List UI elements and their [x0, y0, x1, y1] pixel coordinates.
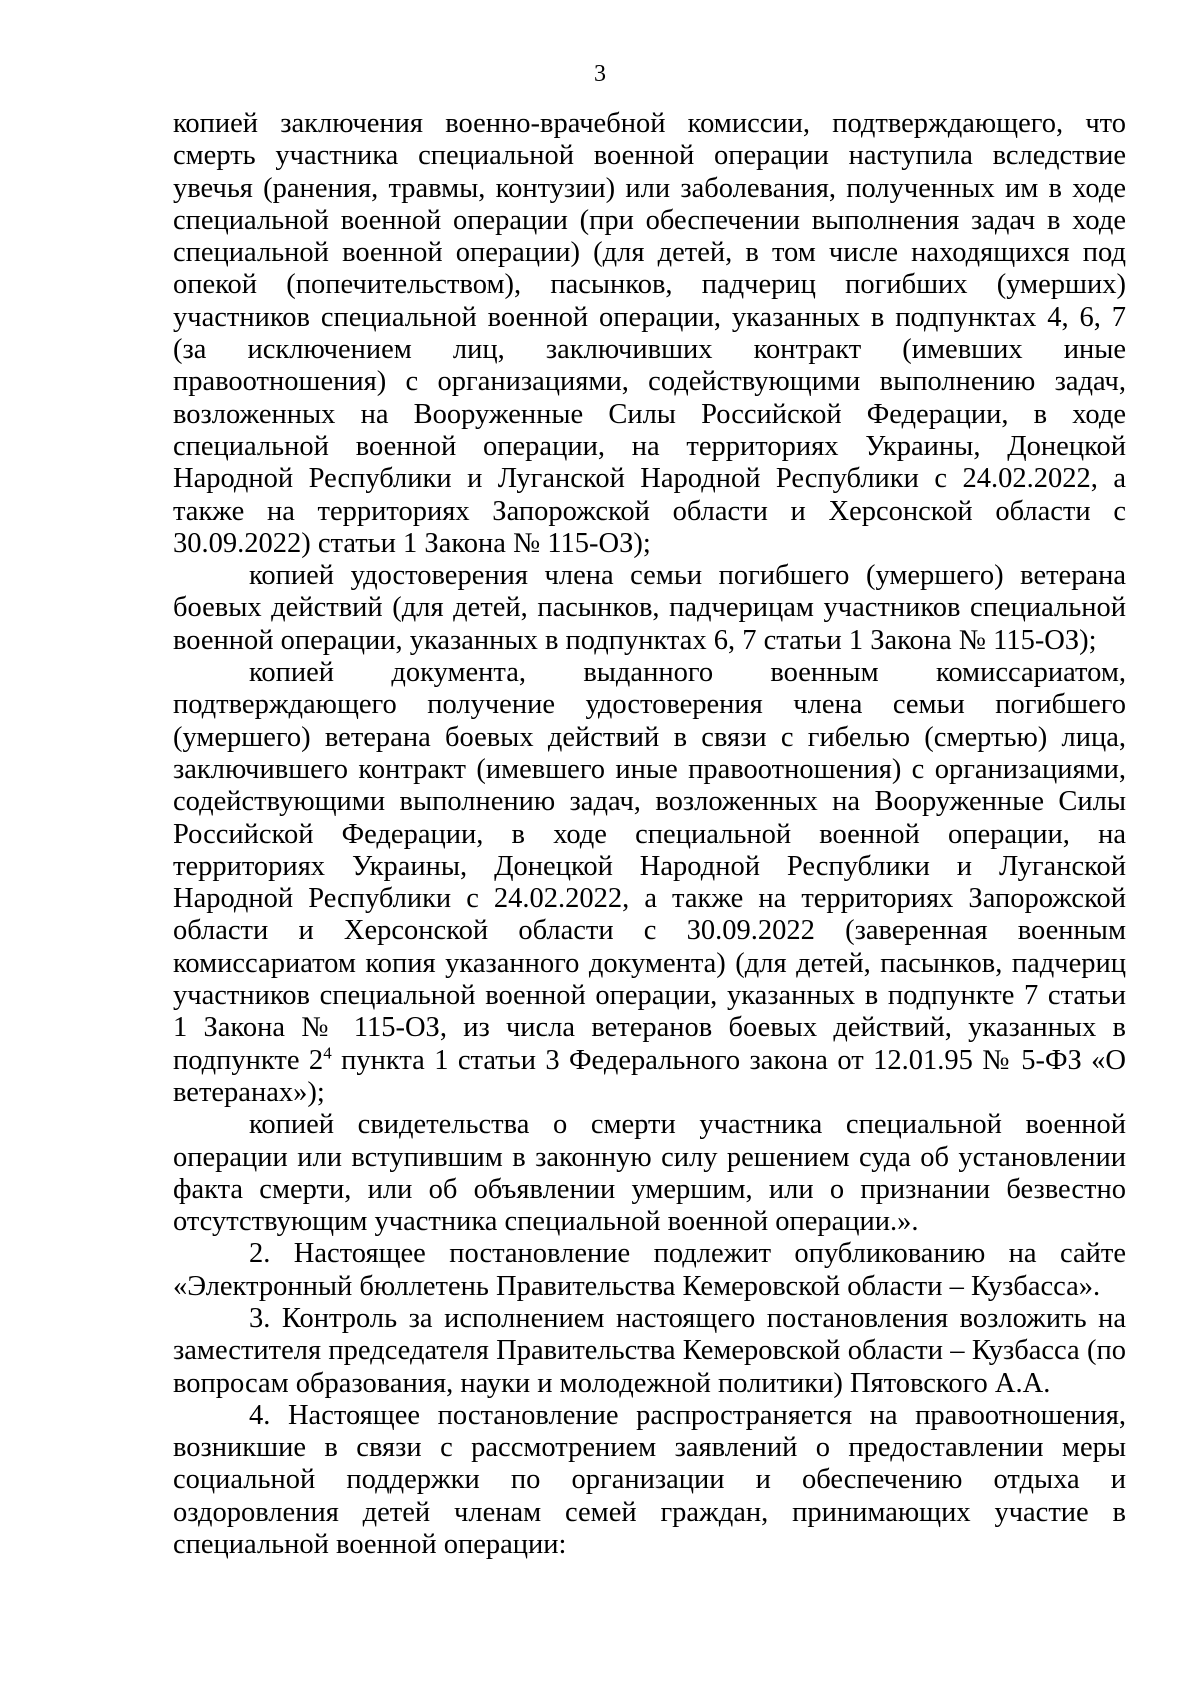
paragraph-text-part-1: копией документа, выданного военным комиссариатом, подтверждающего получение удостоверения члена семьи погибшего (умершего) ветерана боевых действий в связи с гибелью (смертью) лица, заключившего контракт (имевшего иные правоотношения) с организациями, содействующими выполнению задач, возложенных на Вооруженные Силы Российской Федерации, в ходе специальной военной операции, на территориях Украины, Донецкой Народной Республики и Луганской Народной Республики с 24.02.2022, а также на территориях Запорожской области и Херсонской области с 30.09.2022 (заверенная военным комиссариатом копия указанного документа) (для детей, пасынков, падчериц участников специальной военной операции, указанных в подпункте 7 статьи 1 Закона № 115-ОЗ, из числа ветеранов боевых действий, указанных в подпункте 2 — [173, 657, 1126, 1076]
paragraph-military-commissariat-document — [173, 657, 1126, 1109]
paragraph-item-4-applicability: 4. Настоящее постановление распространяется на правоотношения, возникшие в связи с рассмотрением заявлений о предоставлении меры социальной поддержки по организации и обеспечению отдыха и оздоровления детей членам семей граждан, принимающих участие в специальной военной операции: — [173, 1399, 1126, 1561]
page-number: 3 — [594, 61, 606, 87]
paragraph-item-2-publication: 2. Настоящее постановление подлежит опубликованию на сайте «Электронный бюллетень Правительства Кемеровской области – Кузбасса». — [173, 1238, 1126, 1302]
paragraph-text-part-2: пункта 1 статьи 3 Федерального закона от 12.01.95 № 5-ФЗ «О ветеранах»); — [173, 1044, 1126, 1108]
paragraph-death-certificate: копией свидетельства о смерти участника специальной военной операции или вступившим в законную силу решением суда об установлении факта смерти, или об объявлении умершим, или о признании безвестно отсутствующим участника специальной военной операции.». — [173, 1109, 1126, 1238]
paragraph-family-member-certificate: копией удостоверения члена семьи погибшего (умершего) ветерана боевых действий (для детей, пасынков, падчерицам участников специальной военной операции, указанных в подпунктах 6, 7 статьи 1 Закона № 115-ОЗ); — [173, 560, 1126, 656]
document-body — [173, 108, 1126, 1561]
superscript-index: 4 — [323, 1043, 332, 1063]
paragraph-item-3-control: 3. Контроль за исполнением настоящего постановления возложить на заместителя председателя Правительства Кемеровской области – Кузбасса (по вопросам образования, науки и молодежной политики) Пятовского А.А. — [173, 1302, 1126, 1399]
paragraph-military-medical-commission: копией заключения военно-врачебной комиссии, подтверждающего, что смерть участника специальной военной операции наступила вследствие увечья (ранения, травмы, контузии) или заболевания, полученных им в ходе специальной военной операции (при обеспечении выполнения задач в ходе специальной военной операции) (для детей, в том числе находящихся под опекой (попечительством), пасынков, падчериц погибших (умерших) участников специальной военной операции, указанных в подпунктах 4, 6, 7 (за исключением лиц, заключивших контракт (имевших иные правоотношения) с организациями, содействующими выполнению задач, возложенных на Вооруженные Силы Российской Федерации, в ходе специальной военной операции, на территориях Украины, Донецкой Народной Республики и Луганской Народной Республики с 24.02.2022, а также на территориях Запорожской области и Херсонской области с 30.09.2022) статьи 1 Закона № 115-ОЗ); — [173, 108, 1126, 559]
